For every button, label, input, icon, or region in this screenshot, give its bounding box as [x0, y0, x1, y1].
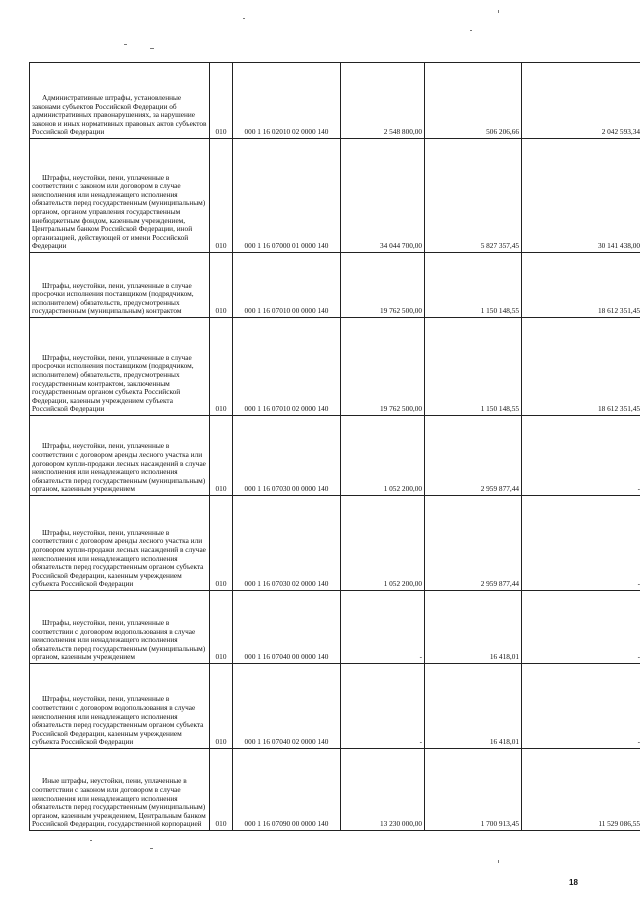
row-description: Штрафы, неустойки, пени, уплаченные в случае просрочки исполнения поставщиком (подрядчиком, исполнителем) обязательств, предусмотренных государственным контрактом, заключенным государственным органом субъекта Российской Федерации, казенным учреждением субъекта Российской Федерации [30, 318, 210, 416]
row-description: Штрафы, неустойки, пени, уплаченные в соответствии с договором аренды лесного участка или договором купли-продажи лесных насаждений в случае неисполнения или ненадлежащего исполнения обязательств перед государственным органом субъекта Российской Федерации, казенным учреждением субъекта Российской Федерации [30, 496, 210, 591]
row-description: Штрафы, неустойки, пени, уплаченные в соответствии с договором водопользования в случае неисполнения или ненадлежащего исполнения обязательств перед государственным органом субъекта Российской Федерации, казенным учреждением субъекта Российской Федерации [30, 664, 210, 749]
row-description: Штрафы, неустойки, пени, уплаченные в случае просрочки исполнения поставщиком (подрядчиком, исполнителем) обязательств, предусмотренных государственным (муниципальным) контрактом [30, 253, 210, 318]
table-row [30, 664, 640, 749]
row-executed-amount: 1 150 148,55 [425, 253, 522, 318]
row-remaining-amount: 11 529 086,55 [522, 749, 640, 831]
page-number: 18 [569, 878, 578, 887]
row-executed-amount: 1 150 148,55 [425, 318, 522, 416]
row-description: Иные штрафы, неустойки, пени, уплаченные в соответствии с законом или договором в случае неисполнения или ненадлежащего исполнения обязательств перед государственным (муниципальным) органом, казенным учреждением, Центральным банком Российской Федерации, государственной корпорацией [30, 749, 210, 831]
row-approved-amount: - [341, 591, 425, 664]
row-executed-amount: 506 206,66 [425, 63, 522, 139]
row-approved-amount: 1 052 200,00 [341, 496, 425, 591]
row-budget-classification-code: 000 1 16 07040 00 0000 140 [233, 591, 341, 664]
row-line-code: 010 [210, 591, 233, 664]
row-line-code: 010 [210, 749, 233, 831]
row-approved-amount: - [341, 664, 425, 749]
row-approved-amount: 2 548 800,00 [341, 63, 425, 139]
row-budget-classification-code: 000 1 16 07030 02 0000 140 [233, 496, 341, 591]
row-line-code: 010 [210, 318, 233, 416]
row-approved-amount: 13 230 000,00 [341, 749, 425, 831]
scan-speck [498, 10, 499, 13]
table-row [30, 591, 640, 664]
budget-income-table [29, 62, 640, 831]
row-budget-classification-code: 000 1 16 07010 02 0000 140 [233, 318, 341, 416]
row-remaining-amount: 18 612 351,45 [522, 318, 640, 416]
row-description: Штрафы, неустойки, пени, уплаченные в соответствии с договором водопользования в случае неисполнения или ненадлежащего исполнения обязательств перед государственным (муниципальным) органом, казенным учреждением [30, 591, 210, 664]
scan-speck [470, 30, 472, 31]
table-row [30, 416, 640, 496]
scan-speck [498, 860, 499, 863]
row-budget-classification-code: 000 1 16 07000 01 0000 140 [233, 139, 341, 253]
table-row [30, 253, 640, 318]
row-approved-amount: 1 052 200,00 [341, 416, 425, 496]
row-approved-amount: 19 762 500,00 [341, 253, 425, 318]
row-line-code: 010 [210, 139, 233, 253]
row-description: Административные штрафы, установленные законами субъектов Российской Федерации об административных правонарушениях, за нарушение законов и иных нормативных правовых актов субъектов Российской Федерации [30, 63, 210, 139]
row-approved-amount: 34 044 700,00 [341, 139, 425, 253]
row-executed-amount: 16 418,01 [425, 591, 522, 664]
row-remaining-amount: 2 042 593,34 [522, 63, 640, 139]
table-row [30, 749, 640, 831]
row-budget-classification-code: 000 1 16 07090 00 0000 140 [233, 749, 341, 831]
table-row [30, 496, 640, 591]
row-description: Штрафы, неустойки, пени, уплаченные в соответствии с законом или договором в случае неисполнения или ненадлежащего исполнения обязательств перед государственным (муниципальным) органом, органом управления государственным внебюджетным фондом, казенным учреждением, Центральным банком Российской Федерации, иной организацией, действующей от имени Российской Федерации [30, 139, 210, 253]
row-line-code: 010 [210, 664, 233, 749]
row-remaining-amount: - [522, 591, 640, 664]
row-line-code: 010 [210, 496, 233, 591]
row-remaining-amount: 18 612 351,45 [522, 253, 640, 318]
table-row [30, 139, 640, 253]
table-row [30, 63, 640, 139]
scan-speck [150, 48, 154, 49]
row-remaining-amount: - [522, 496, 640, 591]
row-line-code: 010 [210, 63, 233, 139]
row-budget-classification-code: 000 1 16 07040 02 0000 140 [233, 664, 341, 749]
row-line-code: 010 [210, 416, 233, 496]
scan-speck [150, 848, 153, 849]
row-remaining-amount: - [522, 664, 640, 749]
row-executed-amount: 2 959 877,44 [425, 496, 522, 591]
row-remaining-amount: 30 141 438,00 [522, 139, 640, 253]
scan-speck [243, 18, 245, 19]
scan-speck [124, 44, 127, 45]
table-row [30, 318, 640, 416]
row-budget-classification-code: 000 1 16 07010 00 0000 140 [233, 253, 341, 318]
row-budget-classification-code: 000 1 16 02010 02 0000 140 [233, 63, 341, 139]
row-approved-amount: 19 762 500,00 [341, 318, 425, 416]
row-executed-amount: 5 827 357,45 [425, 139, 522, 253]
scan-speck [90, 840, 92, 841]
row-executed-amount: 1 700 913,45 [425, 749, 522, 831]
row-budget-classification-code: 000 1 16 07030 00 0000 140 [233, 416, 341, 496]
row-line-code: 010 [210, 253, 233, 318]
row-executed-amount: 16 418,01 [425, 664, 522, 749]
row-remaining-amount: - [522, 416, 640, 496]
row-executed-amount: 2 959 877,44 [425, 416, 522, 496]
row-description: Штрафы, неустойки, пени, уплаченные в соответствии с договором аренды лесного участка или договором купли-продажи лесных насаждений в случае неисполнения или ненадлежащего исполнения обязательств перед государственным (муниципальным) органом, казенным учреждением [30, 416, 210, 496]
